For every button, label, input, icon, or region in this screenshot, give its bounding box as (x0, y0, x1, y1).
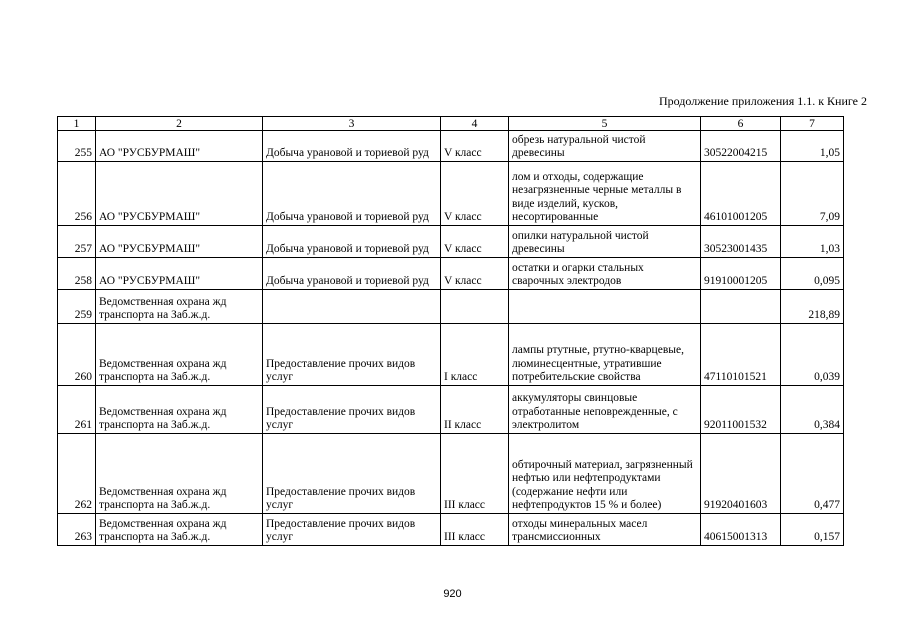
table-row (58, 131, 844, 162)
activity-cell: Предоставление прочих видов услуг (263, 386, 441, 434)
waste-name-cell: лампы ртутные, ртутно-кварцевые, люминесцентные, утратившие потребительские свойства (509, 324, 701, 386)
waste-name-cell: остатки и огарки стальных сварочных электродов (509, 258, 701, 290)
activity-cell: Предоставление прочих видов услуг (263, 514, 441, 546)
fkko-code-cell: 30523001435 (701, 226, 781, 258)
row-number: 260 (58, 324, 96, 386)
table-row (58, 290, 844, 324)
column-header: 3 (263, 117, 441, 131)
fkko-code-cell: 92011001532 (701, 386, 781, 434)
waste-name-cell: отходы минеральных масел трансмиссионных (509, 514, 701, 546)
activity-cell: Добыча урановой и ториевой руд (263, 258, 441, 290)
column-header: 1 (58, 117, 96, 131)
hazard-class-cell: V класс (441, 131, 509, 162)
column-header: 4 (441, 117, 509, 131)
hazard-class-cell: III класс (441, 434, 509, 514)
waste-name-cell: обрезь натуральной чистой древесины (509, 131, 701, 162)
column-header: 7 (781, 117, 844, 131)
column-number-row (58, 117, 844, 131)
fkko-code-cell: 40615001313 (701, 514, 781, 546)
amount-cell: 0,157 (781, 514, 844, 546)
activity-cell: Добыча урановой и ториевой руд (263, 162, 441, 226)
hazard-class-cell: III класс (441, 514, 509, 546)
hazard-class-cell: V класс (441, 226, 509, 258)
table-row (58, 162, 844, 226)
fkko-code-cell: 46101001205 (701, 162, 781, 226)
waste-name-cell (509, 290, 701, 324)
page-number: 920 (443, 588, 462, 600)
waste-name-cell: опилки натуральной чистой древесины (509, 226, 701, 258)
amount-cell: 1,03 (781, 226, 844, 258)
waste-name-cell: лом и отходы, содержащие незагрязненные черные металлы в виде изделий, кусков, несортированные (509, 162, 701, 226)
organization-cell: Ведомственная охрана жд транспорта на Заб.ж.д. (96, 386, 263, 434)
waste-name-cell: аккумуляторы свинцовые отработанные неповрежденные, с электролитом (509, 386, 701, 434)
amount-cell: 218,89 (781, 290, 844, 324)
organization-cell: Ведомственная охрана жд транспорта на Заб.ж.д. (96, 290, 263, 324)
organization-cell: Ведомственная охрана жд транспорта на Заб.ж.д. (96, 324, 263, 386)
column-header: 5 (509, 117, 701, 131)
row-number: 263 (58, 514, 96, 546)
row-number: 256 (58, 162, 96, 226)
table-row (58, 386, 844, 434)
fkko-code-cell: 47110101521 (701, 324, 781, 386)
activity-cell: Предоставление прочих видов услуг (263, 324, 441, 386)
waste-registry-table (57, 116, 844, 546)
activity-cell (263, 290, 441, 324)
amount-cell: 0,039 (781, 324, 844, 386)
column-header: 2 (96, 117, 263, 131)
hazard-class-cell: I класс (441, 324, 509, 386)
fkko-code-cell (701, 290, 781, 324)
hazard-class-cell: V класс (441, 258, 509, 290)
table-row (58, 226, 844, 258)
organization-cell: АО "РУСБУРМАШ" (96, 131, 263, 162)
hazard-class-cell: II класс (441, 386, 509, 434)
row-number: 257 (58, 226, 96, 258)
continuation-caption: Продолжение приложения 1.1. к Книге 2 (658, 94, 867, 108)
organization-cell: АО "РУСБУРМАШ" (96, 258, 263, 290)
row-number: 261 (58, 386, 96, 434)
fkko-code-cell: 91920401603 (701, 434, 781, 514)
row-number: 262 (58, 434, 96, 514)
row-number: 258 (58, 258, 96, 290)
waste-name-cell: обтирочный материал, загрязненный нефтью или нефтепродуктами (содержание нефти или нефтепродуктов 15 % и более) (509, 434, 701, 514)
activity-cell: Добыча урановой и ториевой руд (263, 131, 441, 162)
table-row (58, 434, 844, 514)
fkko-code-cell: 91910001205 (701, 258, 781, 290)
organization-cell: АО "РУСБУРМАШ" (96, 226, 263, 258)
amount-cell: 0,477 (781, 434, 844, 514)
table-row (58, 324, 844, 386)
row-number: 255 (58, 131, 96, 162)
amount-cell: 0,384 (781, 386, 844, 434)
hazard-class-cell (441, 290, 509, 324)
row-number: 259 (58, 290, 96, 324)
amount-cell: 7,09 (781, 162, 844, 226)
amount-cell: 1,05 (781, 131, 844, 162)
activity-cell: Добыча урановой и ториевой руд (263, 226, 441, 258)
organization-cell: АО "РУСБУРМАШ" (96, 162, 263, 226)
fkko-code-cell: 30522004215 (701, 131, 781, 162)
activity-cell: Предоставление прочих видов услуг (263, 434, 441, 514)
amount-cell: 0,095 (781, 258, 844, 290)
table-row (58, 258, 844, 290)
organization-cell: Ведомственная охрана жд транспорта на Заб.ж.д. (96, 514, 263, 546)
organization-cell: Ведомственная охрана жд транспорта на Заб.ж.д. (96, 434, 263, 514)
hazard-class-cell: V класс (441, 162, 509, 226)
table-row (58, 514, 844, 546)
column-header: 6 (701, 117, 781, 131)
